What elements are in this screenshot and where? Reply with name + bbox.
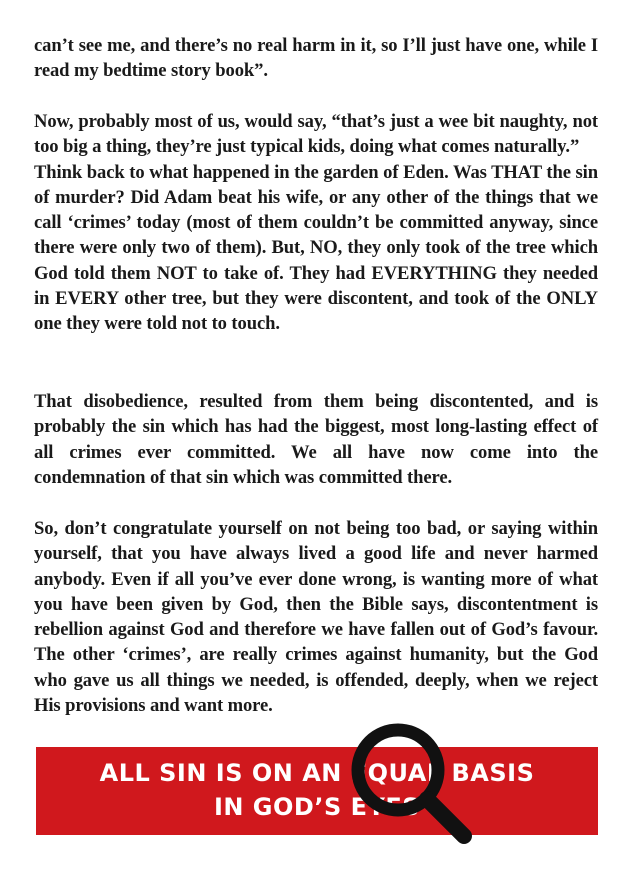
- body-text-section-1: [34, 33, 598, 84]
- body-text-section-3: [34, 389, 598, 490]
- body-text-section-4: [34, 516, 598, 718]
- paragraph-1: can’t see me, and there’s no real harm in it, so I’ll just have one, while I read my bedtime story book”.: [34, 35, 598, 82]
- banner-line-2: IN GOD’S EYES: [213, 793, 421, 821]
- paragraph-3: Think back to what happened in the garden of Eden. Was THAT the sin of murder? Did Adam beat his wife, or any other of the things that we call ‘crimes’ today (most of them couldn’t be committed anyway, since there were only two of them). But, NO, they only took of the tree which God told them NOT to take of. They had EVERYTHING they needed in EVERY other tree, but they were discontent, and took of the ONLY one they were told not to touch.: [34, 161, 598, 335]
- callout-banner: [36, 747, 598, 835]
- paragraph-2: Now, probably most of us, would say, “that’s just a wee bit naughty, not too big a thing, they’re just typical kids, doing what comes naturally.”: [34, 111, 598, 158]
- body-text-section-2: [34, 109, 598, 337]
- magnifying-glass-icon: [340, 712, 480, 852]
- paragraph-5: So, don’t congratulate yourself on not being too bad, or saying within yourself, that you have always lived a good life and never harmed anybody. Even if all you’ve ever done wrong, is wanting more of what you have been given by God, then the Bible says, discontentment is rebellion against God and therefore we have fallen out of God’s favour. The other ‘crimes’, are really crimes against humanity, but the God who gave us all things we needed, is offended, deeply, when we reject His provisions and want more.: [34, 518, 598, 717]
- banner-line-1: ALL SIN IS ON AN EQUAL BASIS: [99, 759, 535, 787]
- paragraph-4: That disobedience, resulted from them being discontented, and is probably the sin which has had the biggest, most long-lasting effect of all crimes ever committed. We all have now come into the condemnation of that sin which was committed there.: [34, 391, 598, 488]
